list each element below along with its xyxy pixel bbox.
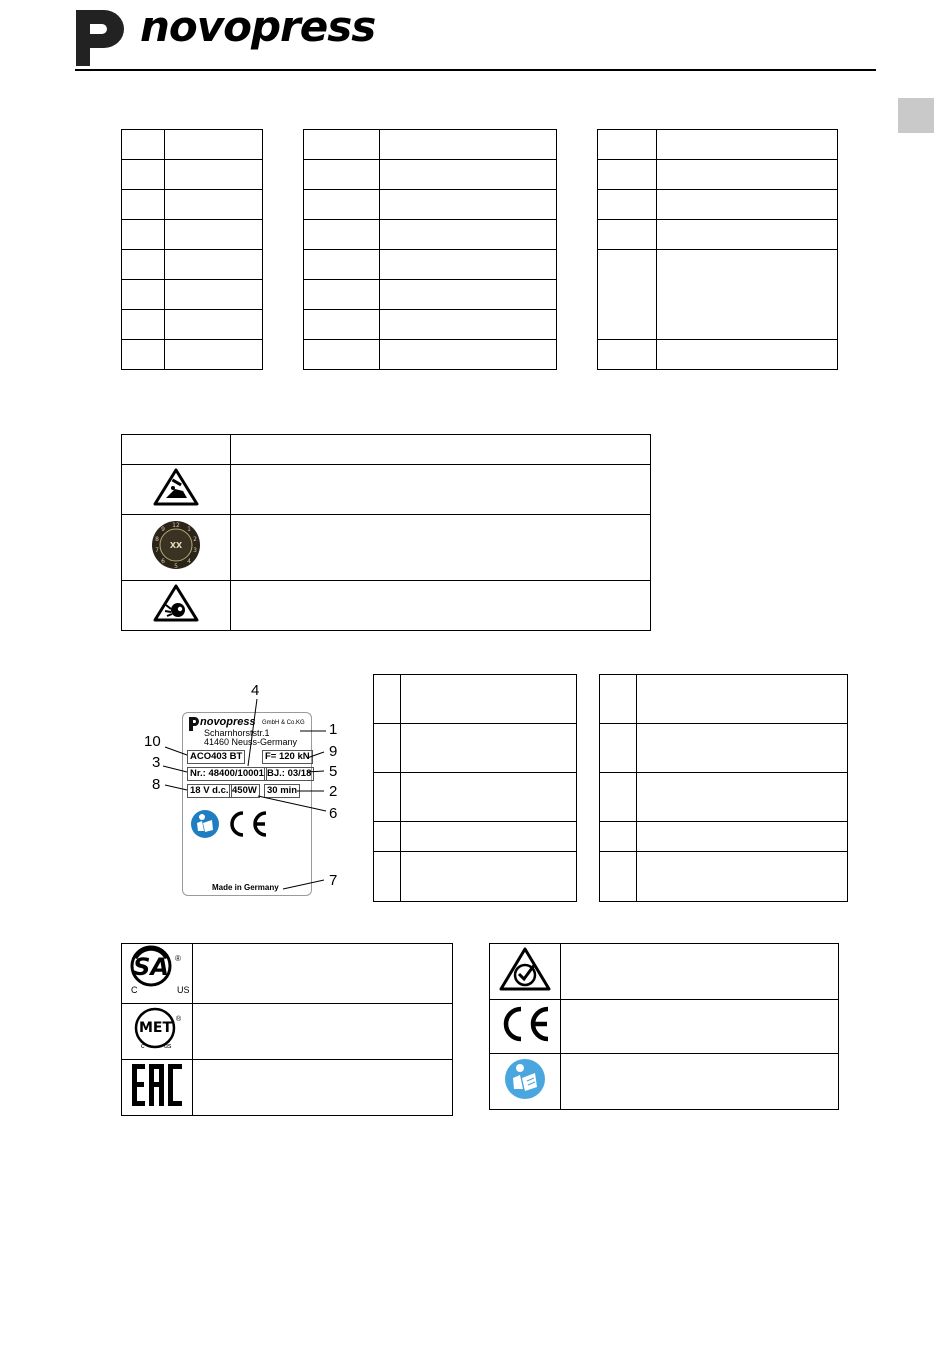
plate-city: 41460 Neuss-Germany — [204, 737, 298, 747]
svg-text:4: 4 — [187, 558, 191, 565]
plate-power: 450W — [229, 784, 260, 798]
callout-9: 9 — [329, 743, 338, 760]
callout-6: 6 — [329, 805, 338, 822]
read-manual-icon — [503, 1088, 547, 1105]
csa-mark-icon — [125, 944, 189, 998]
plate-model: ACO403 BT — [187, 750, 245, 764]
callout-2: 2 — [329, 783, 338, 800]
svg-text:12: 12 — [172, 522, 180, 529]
certifications-right — [489, 943, 839, 1110]
svg-text:XX: XX — [169, 541, 183, 550]
callout-7: 7 — [329, 872, 338, 889]
plate-company: GmbH & Co.KG — [262, 720, 305, 726]
callout-4: 4 — [251, 682, 260, 699]
met-registered: ® — [176, 1016, 182, 1023]
plate-legend-right — [599, 674, 848, 902]
plate-duty: 30 min — [264, 784, 300, 798]
svg-text:SA: SA — [133, 953, 169, 981]
rcm-mark-icon — [498, 979, 552, 996]
plate-voltage: 18 V d.c. — [187, 784, 232, 798]
certifications-left — [121, 943, 453, 1116]
svg-text:8: 8 — [155, 536, 159, 543]
ce-mark-icon — [498, 1031, 552, 1048]
callout-1: 1 — [329, 721, 338, 738]
plate-year: BJ.: 03/18 — [264, 767, 314, 781]
logo-wordmark: novopress — [140, 2, 376, 51]
csa-c-label: C — [131, 985, 138, 995]
callout-3: 3 — [152, 754, 161, 771]
callout-8: 8 — [152, 776, 161, 793]
met-c-label: c — [141, 1043, 145, 1050]
svg-text:7: 7 — [155, 547, 159, 554]
plate-force: F= 120 kN — [262, 750, 313, 764]
met-mark-icon — [125, 1004, 189, 1054]
plate-brand: novopress — [200, 716, 256, 728]
eac-mark-icon — [130, 1095, 184, 1112]
plate-street: Scharnhorststr.1 — [204, 728, 270, 738]
csa-registered: ® — [175, 954, 181, 963]
plate-serial: Nr.: 48400/10001 — [187, 767, 267, 781]
csa-us-label: US — [177, 985, 190, 995]
met-us-label: us — [164, 1043, 172, 1050]
svg-text:3: 3 — [193, 547, 197, 554]
svg-text:9: 9 — [161, 526, 165, 533]
svg-text:6: 6 — [161, 558, 165, 565]
svg-text:2: 2 — [193, 536, 197, 543]
callout-10: 10 — [144, 733, 161, 750]
plate-made-in: Made in Germany — [212, 883, 279, 892]
met-label: MET — [139, 1020, 173, 1036]
svg-text:1: 1 — [187, 526, 191, 533]
callout-5: 5 — [329, 763, 338, 780]
svg-text:5: 5 — [174, 563, 178, 570]
plate-legend-left — [373, 674, 577, 902]
